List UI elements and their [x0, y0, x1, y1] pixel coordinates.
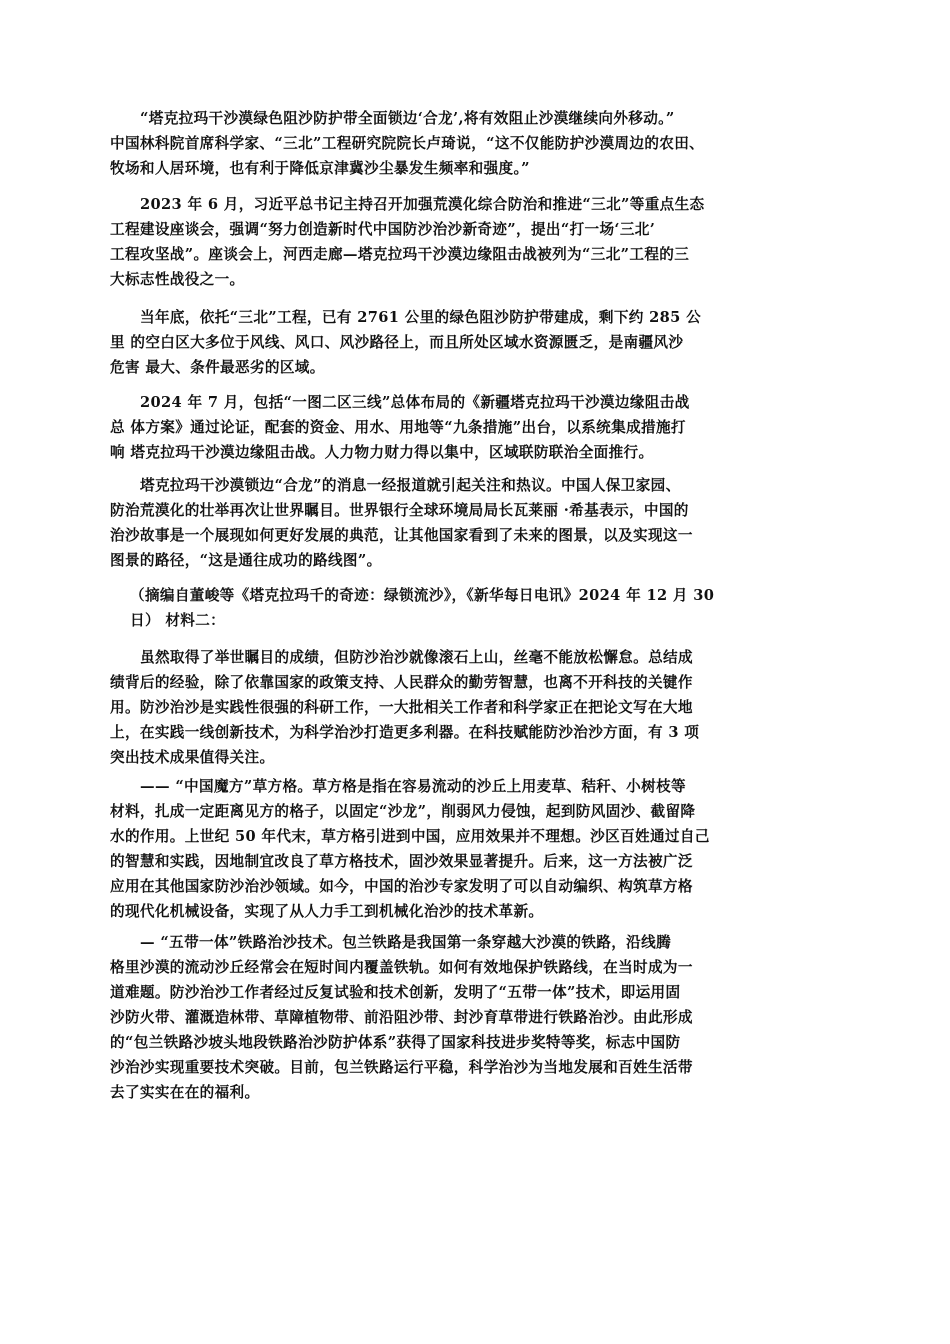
- text-line: 绩背后的经验，除了依靠国家的政策支持、人民群众的勤劳智慧，也离不开科技的关键作: [110, 674, 693, 691]
- paragraph-3: [110, 305, 810, 380]
- text-line: 塔克拉玛干沙漠锁边“合龙”的消息一经报道就引起关注和热议。中国人保卫家园、: [140, 477, 681, 494]
- text-line: 当年底，依托“三北”工程，已有 2761 公里的绿色阻沙防护带建成，剩下约 285 公: [140, 309, 702, 326]
- text-line: 大标志性战役之一。: [110, 271, 245, 288]
- paragraph-8: [110, 930, 810, 1105]
- text-line: 工程攻坚战”。座谈会上，河西走廊—塔克拉玛干沙漠边缘阻击战被列为“三北”工程的三: [110, 246, 690, 263]
- text-line: 的现代化机械设备，实现了从人力手工到机械化治沙的技术革新。: [110, 903, 544, 920]
- text-line: 2023 年 6 月，习近平总书记主持召开加强荒漠化综合防治和推进“三北”等重点生态: [140, 196, 705, 213]
- text-line: “塔克拉玛干沙漠绿色阻沙防护带全面锁边‘合龙’,将有效阻止沙漠继续向外移动。”: [140, 110, 675, 127]
- citation-line: （摘编自董峻等《塔克拉玛千的奇迹：绿锁流沙》，《新华每日电讯》2024 年 12 月 30: [130, 587, 715, 604]
- text-line: 应用在其他国家防沙治沙领域。如今，中国的治沙专家发明了可以自动编织、构筑草方格: [110, 878, 693, 895]
- text-line: 格里沙漠的流动沙丘经常会在短时间内覆盖铁轨。如何有效地保护铁路线，在当时成为一: [110, 959, 693, 976]
- text-line: 突出技术成果值得关注。: [110, 749, 275, 766]
- text-line: 总 体方案》通过论证，配套的资金、用水、用地等“九条措施”出台，以系统集成措施打: [110, 419, 686, 436]
- text-line: 材料，扎成一定距离见方的格子，以固定“沙龙”，削弱风力侵蚀，起到防风固沙、截留降: [110, 803, 696, 820]
- text-line: 沙治沙实现重要技术突破。目前，包兰铁路运行平稳，科学治沙为当地发展和百姓生活带: [110, 1059, 693, 1076]
- text-line: 的“包兰铁路沙坡头地段铁路治沙防护体系”获得了国家科技进步奖特等奖，标志中国防: [110, 1034, 681, 1051]
- text-line: 工程建设座谈会，强调“努力创造新时代中国防沙治沙新奇迹”，提出“打一场‘三北’: [110, 221, 656, 238]
- text-line: 牧场和人居环境，也有利于降低京津冀沙尘暴发生频率和强度。”: [110, 160, 530, 177]
- text-line: 2024 年 7 月，包括“一图二区三线”总体布局的《新疆塔克拉玛干沙漠边缘阻击战: [140, 394, 690, 411]
- text-line: 用。防沙治沙是实践性很强的科研工作，一大批相关工作者和科学家正在把论文写在大地: [110, 699, 693, 716]
- text-line: —— “中国魔方”草方格。草方格是指在容易流动的沙丘上用麦草、秸秆、小树枝等: [140, 778, 686, 795]
- paragraph-5: [110, 473, 810, 573]
- paragraph-1: [110, 106, 810, 181]
- text-line: 上，在实践一线创新技术，为科学治沙打造更多利器。在科技赋能防沙治沙方面，有 3 项: [110, 724, 700, 741]
- text-line: 危害 最大、条件最恶劣的区域。: [110, 359, 325, 376]
- text-line: 道难题。防沙治沙工作者经过反复试验和技术创新，发明了“五带一体”技术，即运用固: [110, 984, 681, 1001]
- text-line: 水的作用。上世纪 50 年代末，草方格引进到中国，应用效果并不理想。沙区百姓通过自己: [110, 828, 710, 845]
- text-line: 图景的路径，“这是通往成功的路线图”。: [110, 552, 382, 569]
- text-line: 的智慧和实践，因地制宜改良了草方格技术，固沙效果显著提升。后来，这一方法被广泛: [110, 853, 693, 870]
- paragraph-6: [110, 645, 810, 770]
- text-line: 去了实实在在的福利。: [110, 1084, 260, 1101]
- text-line: 沙防火带、灌溉造林带、草障植物带、前沿阻沙带、封沙育草带进行铁路治沙。由此形成: [110, 1009, 693, 1026]
- text-line: 虽然取得了举世瞩目的成绩，但防沙治沙就像滚石上山，丝毫不能放松懈怠。总结成: [140, 649, 693, 666]
- paragraph-7: [110, 774, 810, 924]
- text-line: 中国林科院首席科学家、“三北”工程研究院院长卢琦说，“这不仅能防护沙漠周边的农田、: [110, 135, 705, 152]
- text-line: — “五带一体”铁路治沙技术。包兰铁路是我国第一条穿越大沙漠的铁路，沿线腾: [140, 934, 672, 951]
- text-line: 治沙故事是一个展现如何更好发展的典范，让其他国家看到了未来的图景，以及实现这一: [110, 527, 693, 544]
- material-two-heading: 日） 材料二：: [130, 612, 226, 629]
- paragraph-4: [110, 390, 810, 465]
- text-line: 防治荒漠化的壮举再次让世界瞩目。世界银行全球环境局局长瓦莱丽 ·希基表示，中国的: [110, 502, 689, 519]
- source-citation: [110, 583, 810, 633]
- paragraph-2: [110, 192, 810, 292]
- text-line: 里 的空白区大多位于风线、风口、风沙路径上，而且所处区域水资源匮乏，是南疆风沙: [110, 334, 684, 351]
- text-line: 响 塔克拉玛干沙漠边缘阻击战。人力物力财力得以集中，区域联防联治全面推行。: [110, 444, 654, 461]
